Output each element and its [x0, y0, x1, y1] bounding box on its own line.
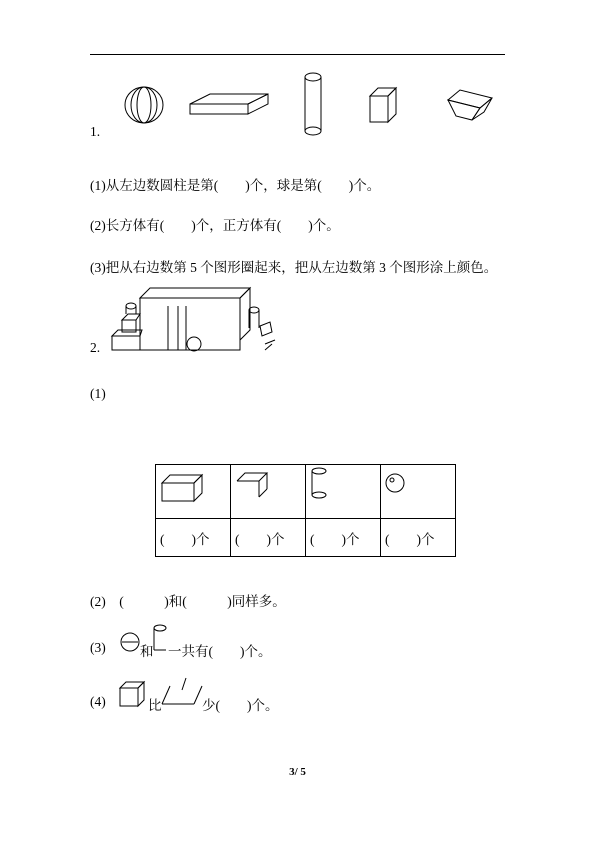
table-header-cuboid — [156, 465, 231, 519]
cylinder-icon — [152, 624, 168, 656]
flat-cuboid-icon — [188, 92, 270, 120]
answer-cell-sphere[interactable]: ( )个 — [381, 519, 456, 557]
question-2-part-3-and: 和 — [140, 644, 154, 659]
question-1-number: 1. — [90, 124, 101, 139]
cube-icon — [446, 88, 496, 124]
question-1-part-2: (2)长方体有( )个，正方体有( )个。 — [90, 218, 340, 233]
question-2-number: 2. — [90, 340, 101, 355]
page-number: 3/ 5 — [289, 766, 306, 778]
sphere-icon — [120, 632, 142, 654]
sphere-icon — [124, 86, 166, 126]
question-1-part-1: (1)从左边数圆柱是第( )个，球是第( )个。 — [90, 178, 381, 193]
cuboid-icon — [368, 86, 398, 126]
table-header-sphere — [381, 465, 456, 519]
count-table — [155, 464, 456, 557]
block-truck-figure — [110, 286, 280, 354]
question-2-part-3-end: 一共有( )个。 — [168, 644, 272, 659]
answer-cell-cylinder[interactable]: ( )个 — [306, 519, 381, 557]
question-1-part-3: (3)把从右边数第 5 个图形圈起来，把从左边数第 3 个图形涂上颜色。 — [90, 260, 498, 275]
table-header-cylinder — [306, 465, 381, 519]
cylinder-icon — [303, 72, 323, 138]
question-2-part-4-end: 少( )个。 — [202, 698, 279, 713]
cube-icon — [118, 680, 148, 708]
question-2-part-3-label: (3) — [90, 640, 106, 655]
answer-cell-cube[interactable]: ( )个 — [231, 519, 306, 557]
cube-icon — [235, 471, 269, 501]
cuboid-icon — [160, 676, 204, 708]
cuboid-icon — [160, 473, 204, 503]
question-2-part-2: (2) ( )和( )同样多。 — [90, 594, 286, 609]
table-header-cube — [231, 465, 306, 519]
header-rule — [90, 54, 505, 55]
sphere-icon — [385, 473, 407, 495]
answer-cell-cuboid[interactable]: ( )个 — [156, 519, 231, 557]
question-2-part-4-label: (4) — [90, 694, 106, 709]
cylinder-icon — [310, 467, 328, 501]
question-2-part-1-label: (1) — [90, 386, 106, 401]
question-2-part-4-than: 比 — [148, 698, 162, 713]
